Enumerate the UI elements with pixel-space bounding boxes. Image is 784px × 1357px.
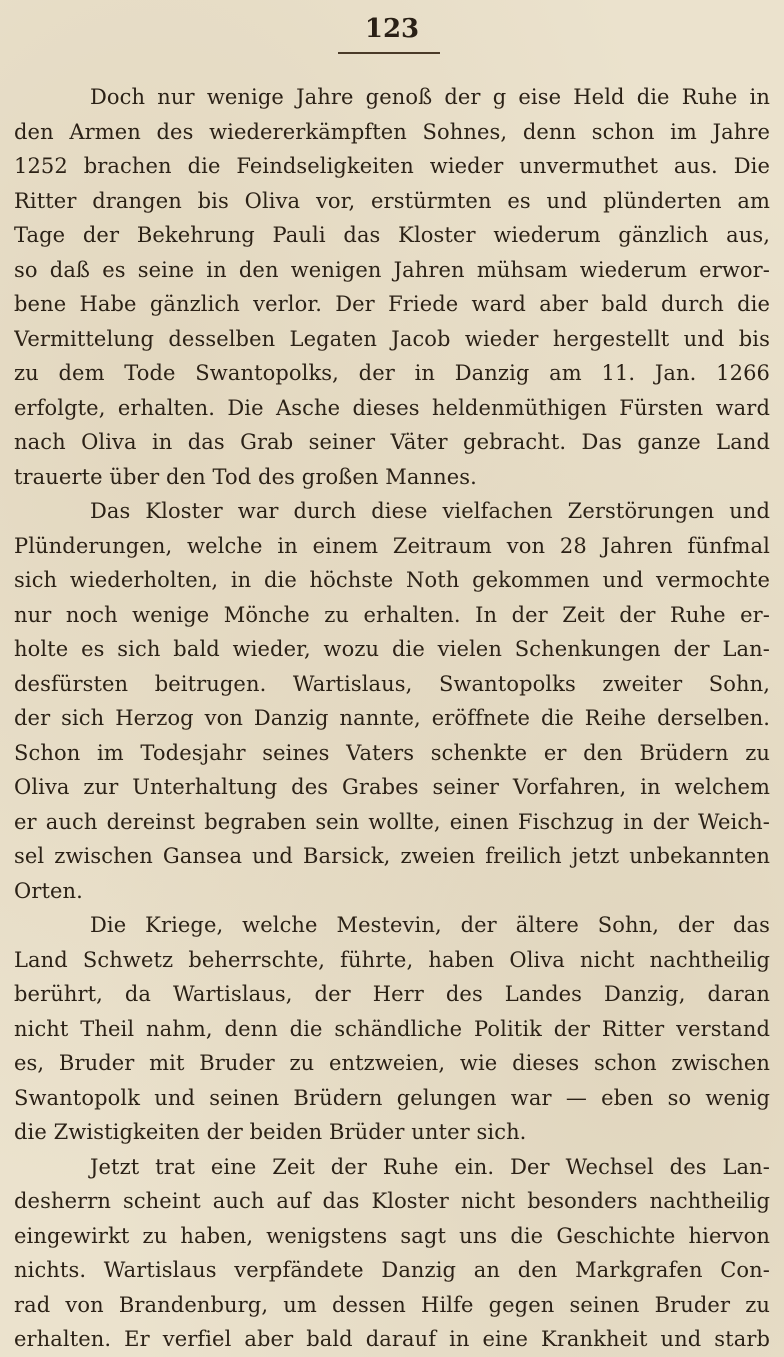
header-rule — [338, 52, 440, 54]
text-line: der sich Herzog von Danzig nannte, eröffnete die Reihe derselben. — [14, 706, 770, 730]
text-line: zu dem Tode Swantopolks, der in Danzig am 11. Jan. 1266 — [14, 361, 770, 385]
text-line: erhalten. Er verfiel aber bald darauf in eine Krankheit und starb — [14, 1327, 770, 1351]
text-line: trauerte über den Tod des großen Mannes. — [14, 464, 477, 489]
text-line: Das Kloster war durch diese vielfachen Zerstörungen und — [90, 499, 770, 523]
text-line: nicht Theil nahm, denn die schändliche Politik der Ritter verstand — [14, 1016, 770, 1041]
body-text — [14, 80, 770, 1357]
text-line: Swantopolk und seinen Brüdern gelungen war — eben so wenig — [14, 1085, 770, 1110]
text-line: Die Kriege, welche Mestevin, der ältere Sohn, der das — [90, 913, 770, 937]
text-line: den Armen des wiedererkämpften Sohnes, denn schon im Jahre — [14, 119, 770, 144]
text-line: Vermittelung desselben Legaten Jacob wieder hergestellt und bis — [14, 326, 770, 351]
text-line: nichts. Wartislaus verpfändete Danzig an den Markgrafen Con- — [14, 1258, 770, 1282]
page-number: 123 — [364, 14, 420, 44]
text-line: nur noch wenige Mönche zu erhalten. In der Zeit der Ruhe er- — [14, 602, 770, 627]
text-line: Oliva zur Unterhaltung des Grabes seiner Vorfahren, in welchem — [14, 775, 770, 799]
text-line: Land Schwetz beherrschte, führte, haben Oliva nicht nachtheilig — [14, 947, 770, 972]
text-line: Jetzt trat eine Zeit der Ruhe ein. Der Wechsel des Lan- — [90, 1154, 770, 1179]
text-line: er auch dereinst begraben sein wollte, einen Fischzug in der Weich- — [14, 809, 770, 834]
text-line: erfolgte, erhalten. Die Asche dieses heldenmüthigen Fürsten ward — [14, 395, 770, 420]
text-line: eingewirkt zu haben, wenigstens sagt uns die Geschichte hiervon — [14, 1223, 770, 1248]
text-line: sich wiederholten, in die höchste Noth gekommen und vermochte — [14, 568, 770, 592]
text-line: es, Bruder mit Bruder zu entzweien, wie dieses schon zwischen — [14, 1051, 770, 1075]
text-line: nach Oliva in das Grab seiner Väter gebracht. Das ganze Land — [14, 430, 770, 454]
text-line: bene Habe gänzlich verlor. Der Friede ward aber bald durch die — [14, 292, 770, 316]
text-line: Doch nur wenige Jahre genoß der g eise Held die Ruhe in — [90, 85, 770, 109]
text-line: rad von Brandenburg, um dessen Hilfe gegen seinen Bruder zu — [14, 1292, 770, 1317]
text-line: Orten. — [14, 878, 83, 903]
text-line: Ritter drangen bis Oliva vor, erstürmten es und plünderten am — [14, 188, 770, 213]
text-line: so daß es seine in den wenigen Jahren mühsam wiederum erwor- — [14, 257, 770, 282]
text-line: holte es sich bald wieder, wozu die vielen Schenkungen der Lan- — [14, 637, 770, 661]
text-line: berührt, da Wartislaus, der Herr des Landes Danzig, daran — [14, 982, 770, 1006]
text-line: 1252 brachen die Feindseligkeiten wieder unvermuthet aus. Die — [14, 154, 770, 178]
text-line: Schon im Todesjahr seines Vaters schenkte er den Brüdern zu — [14, 740, 770, 765]
text-line: sel zwischen Gansea und Barsick, zweien freilich jetzt unbekannten — [14, 844, 770, 868]
text-line: die Zwistigkeiten der beiden Brüder unter sich. — [14, 1120, 527, 1144]
text-line: desfürsten beitrugen. Wartislaus, Swantopolks zweiter Sohn, — [14, 671, 770, 696]
text-line: desherrn scheint auch auf das Kloster nicht besonders nachtheilig — [14, 1189, 770, 1213]
text-line: Plünderungen, welche in einem Zeitraum von 28 Jahren fünfmal — [14, 533, 770, 558]
text-line: Tage der Bekehrung Pauli das Kloster wiederum gänzlich aus, — [14, 223, 770, 247]
